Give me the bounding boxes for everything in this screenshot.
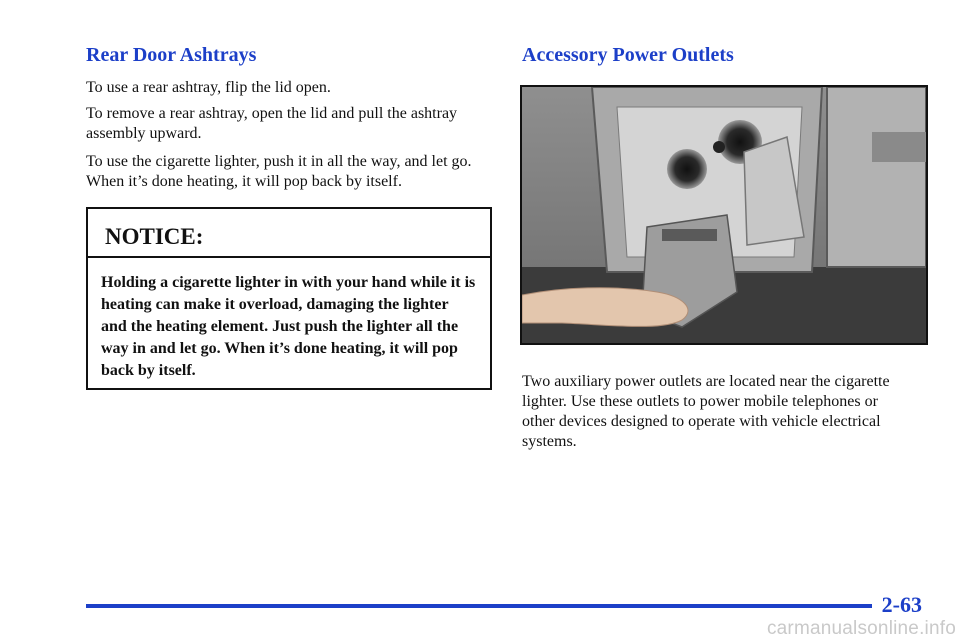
notice-title: NOTICE: [88, 209, 490, 258]
power-outlet-socket-left [667, 149, 707, 189]
paragraph-cigarette-lighter: To use the cigarette lighter, push it in all the way, and let go. When it’s done heating, it will pop back by itself. [86, 153, 472, 190]
hand [522, 288, 688, 327]
notice-box [86, 207, 492, 390]
paragraph-ashtray-remove: To remove a rear ashtray, open the lid and pull the ashtray assembly upward. [86, 105, 458, 142]
section-heading-rear-door-ashtrays: Rear Door Ashtrays [86, 44, 257, 66]
watermark: carmanualsonline.info [766, 618, 956, 639]
page-number: 2-63 [881, 592, 922, 617]
section-heading-accessory-power-outlets: Accessory Power Outlets [522, 44, 734, 66]
power-outlets-photo [520, 85, 928, 345]
paragraph-ashtray-open: To use a rear ashtray, flip the lid open. [86, 79, 331, 96]
paragraph-power-outlets: Two auxiliary power outlets are located near the cigarette lighter. Use these outlets to power mobile telephones or other devices designed to operate with vehicle electrical systems. [522, 373, 890, 450]
notice-body: Holding a cigarette lighter in with your hand while it is heating can make it overload, damaging the lighter and the heating element. Just push the lighter all the way in and let go. When it’s done heating, it will pop back by itself. [101, 274, 476, 379]
power-outlets-illustration [522, 87, 926, 343]
footer-rule [86, 604, 872, 608]
